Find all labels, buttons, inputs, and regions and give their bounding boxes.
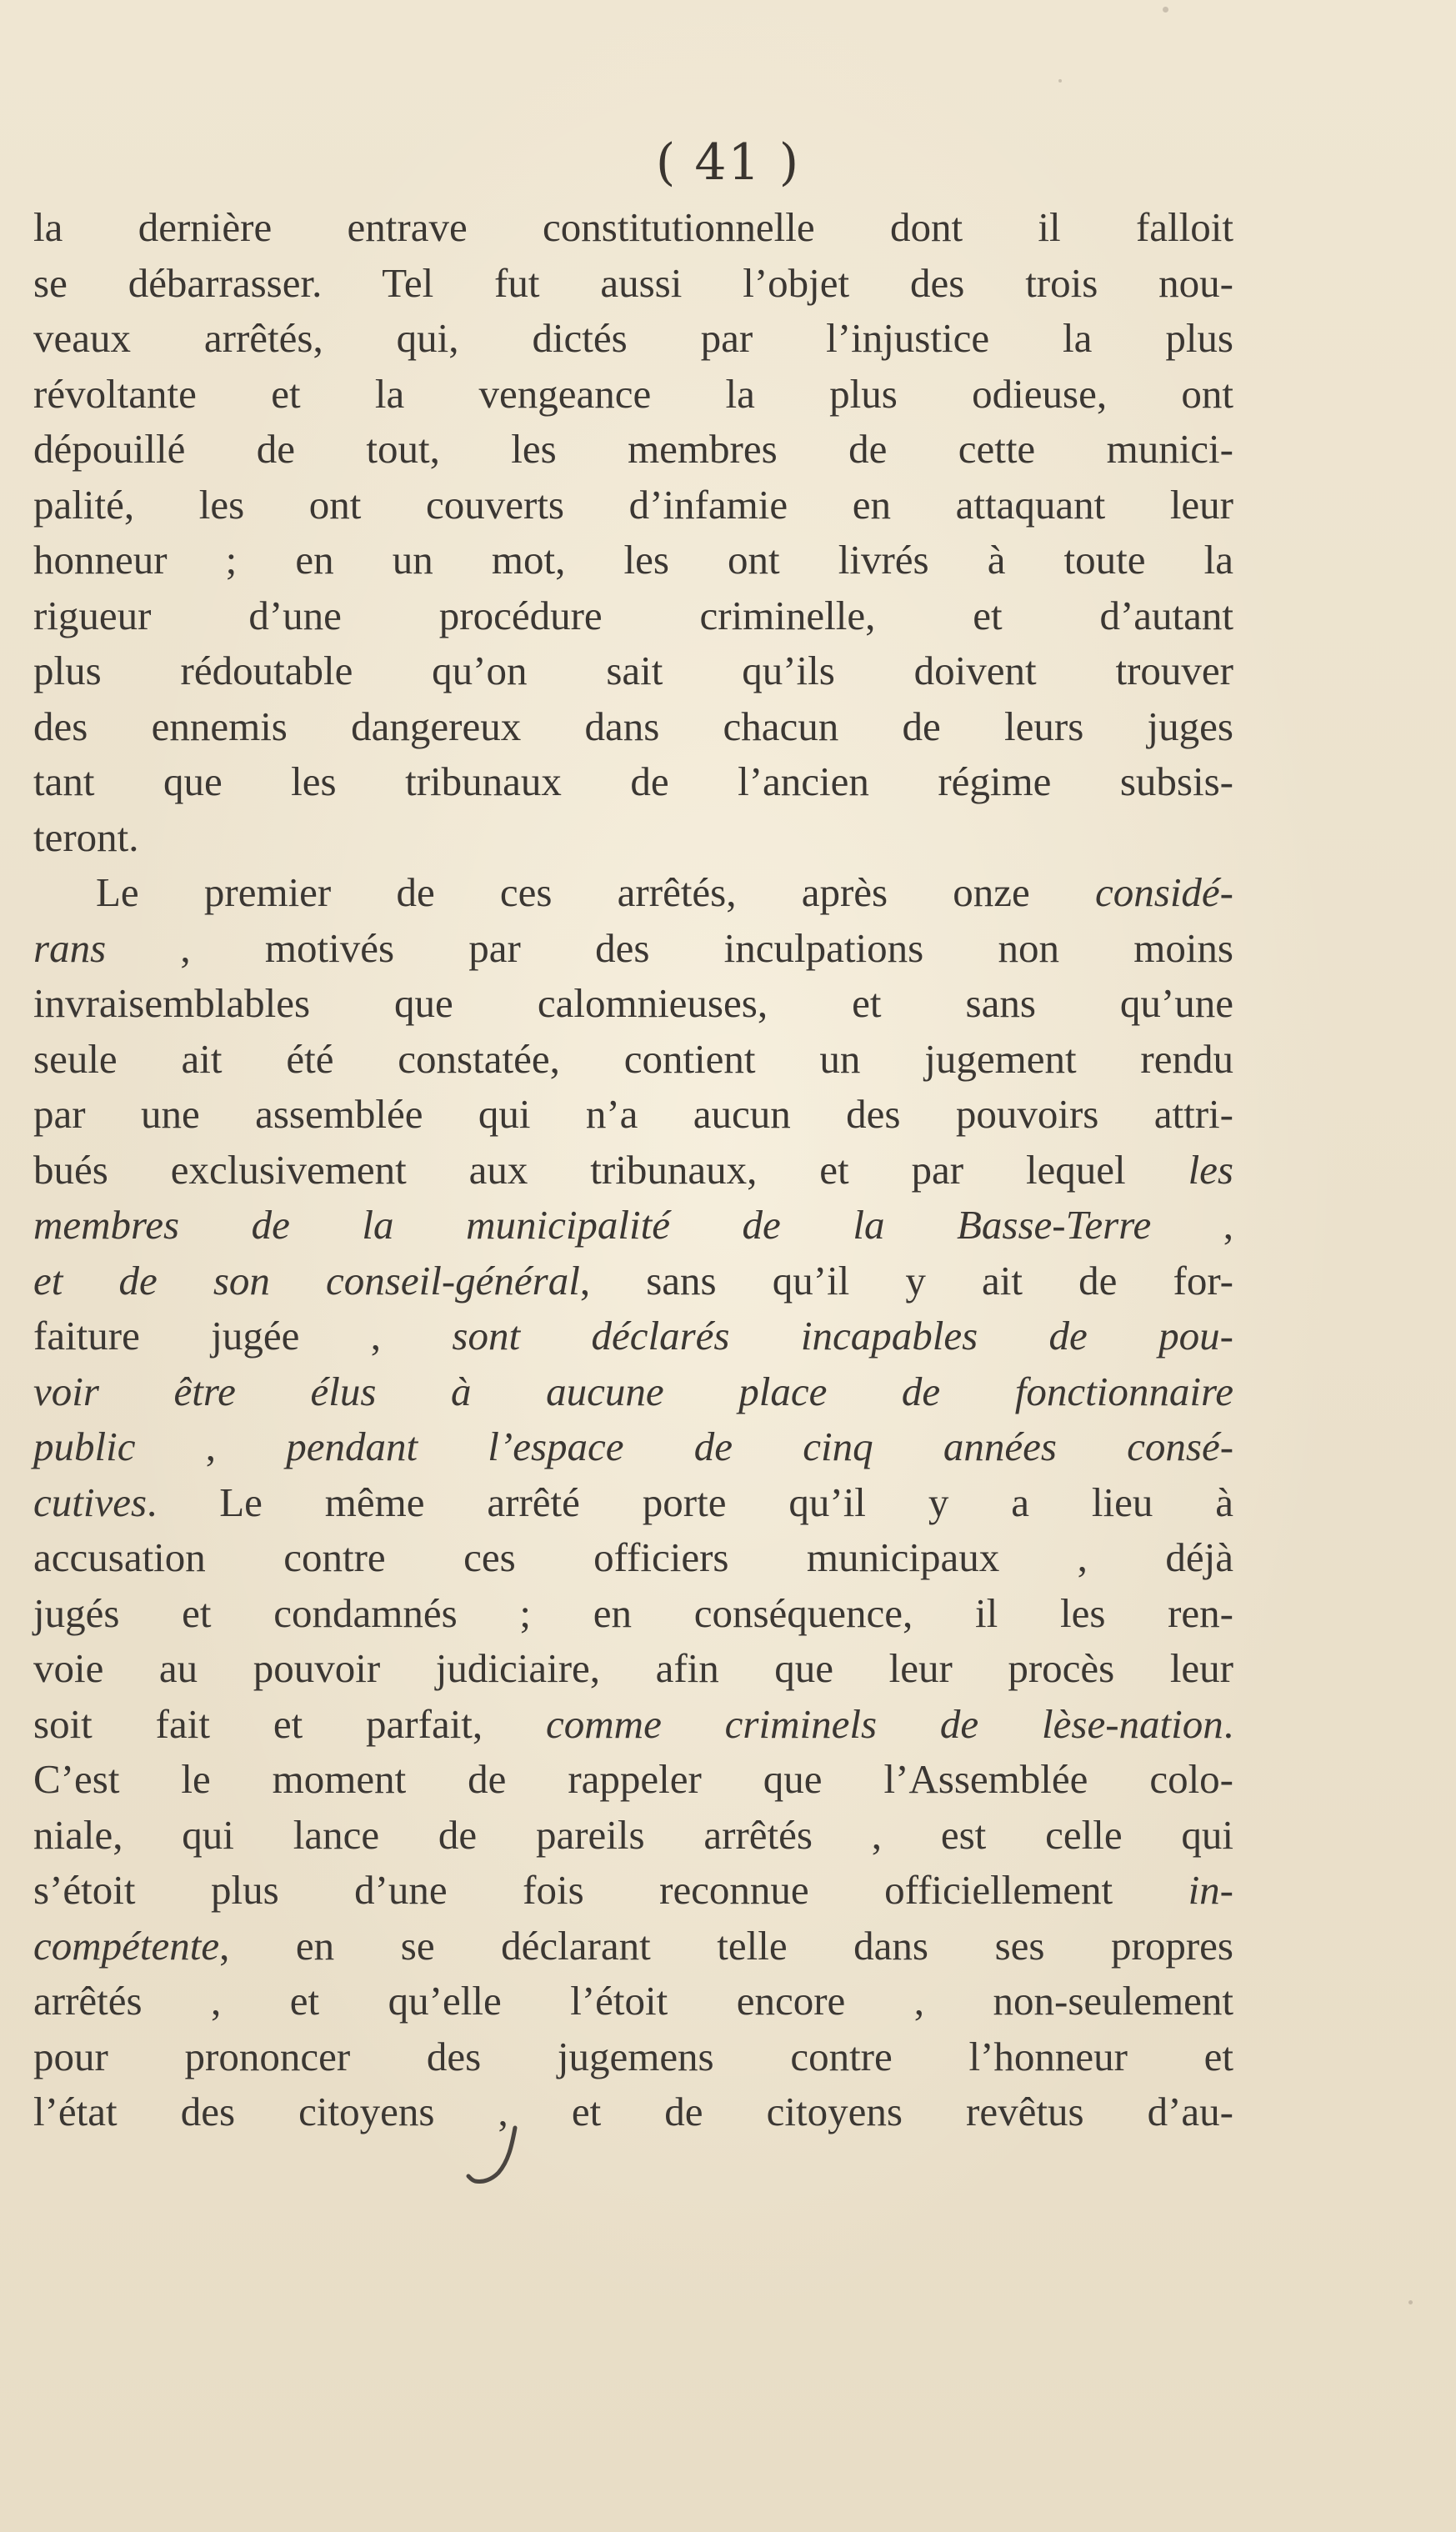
text-line: jugés et condamnés ; en conséquence, il les ren-	[33, 1589, 1233, 1636]
text-line: dépouillé de tout, les membres de cette munici-	[33, 426, 1233, 472]
paper-speck	[1408, 2300, 1413, 2304]
handwritten-mark-icon	[450, 2121, 550, 2196]
text-line: révoltante et la vengeance la plus odieuse, ont	[33, 370, 1233, 417]
text-line: tant que les tribunaux de l’ancien régime subsis-	[33, 758, 1233, 804]
text-line: voir être élus à aucune place de fonctionnaire	[33, 1368, 1233, 1414]
text-line: honneur ; en un mot, les ont livrés à toute la	[33, 537, 1233, 583]
text-line: voie au pouvoir judiciaire, afin que leur procès leur	[33, 1645, 1233, 1691]
text-line: bués exclusivement aux tribunaux, et par lequel les	[33, 1146, 1233, 1193]
text-line: plus rédoutable qu’on sait qu’ils doivent trouver	[33, 648, 1233, 693]
text-line: membres de la municipalité de la Basse-Terre ,	[33, 1202, 1233, 1248]
text-line: l’état des citoyens , et de citoyens revêtus d’au-	[33, 2089, 1233, 2134]
body-text	[33, 200, 1233, 2140]
text-line: arrêtés , et qu’elle l’étoit encore , non-seulement	[33, 1978, 1233, 2024]
text-line: cutives. Le même arrêté porte qu’il y a lieu à	[33, 1479, 1233, 1525]
text-line: C’est le moment de rappeler que l’Assemblée colo-	[33, 1756, 1233, 1802]
text-line: niale, qui lance de pareils arrêtés , est celle qui	[33, 1811, 1233, 1858]
text-line: veaux arrêtés, qui, dictés par l’injustice la plus	[33, 315, 1233, 361]
text-line: se débarrasser. Tel fut aussi l’objet des trois nou-	[33, 259, 1233, 306]
text-line: la dernière entrave constitutionnelle dont il falloit	[33, 204, 1233, 250]
text-line: seule ait été constatée, contient un jugement rendu	[33, 1035, 1233, 1082]
text-line: compétente, en se déclarant telle dans ses propres	[33, 1922, 1233, 1969]
text-line: Le premier de ces arrêtés, après onze considé-	[96, 869, 1233, 915]
text-line: par une assemblée qui n’a aucun des pouvoirs attri-	[33, 1091, 1233, 1137]
text-line: rans , motivés par des inculpations non moins	[33, 924, 1233, 971]
text-line: soit fait et parfait, comme criminels de lèse-nation.	[33, 1700, 1234, 1747]
text-line: s’étoit plus d’une fois reconnue officiellement in-	[33, 1867, 1233, 1913]
text-line: invraisemblables que calomnieuses, et sans qu’une	[33, 980, 1233, 1026]
page-number: ( 41 )	[655, 133, 801, 192]
text-line: et de son conseil-général, sans qu’il y ait de for-	[33, 1257, 1233, 1304]
text-line: rigueur d’une procédure criminelle, et d’autant	[33, 592, 1233, 638]
text-line: des ennemis dangereux dans chacun de leurs juges	[33, 703, 1233, 749]
text-line: pour prononcer des jugemens contre l’honneur et	[33, 2033, 1233, 2079]
text-line: teront.	[33, 813, 139, 860]
paper-speck	[1058, 79, 1062, 83]
text-line: faiture jugée , sont déclarés incapables de pou-	[33, 1313, 1233, 1359]
text-line: palité, les ont couverts d’infamie en attaquant leur	[33, 481, 1233, 528]
text-line: public , pendant l’espace de cinq années consé-	[33, 1424, 1234, 1469]
text-line: accusation contre ces officiers municipaux , déjà	[33, 1534, 1233, 1580]
paper-speck	[1163, 7, 1168, 13]
